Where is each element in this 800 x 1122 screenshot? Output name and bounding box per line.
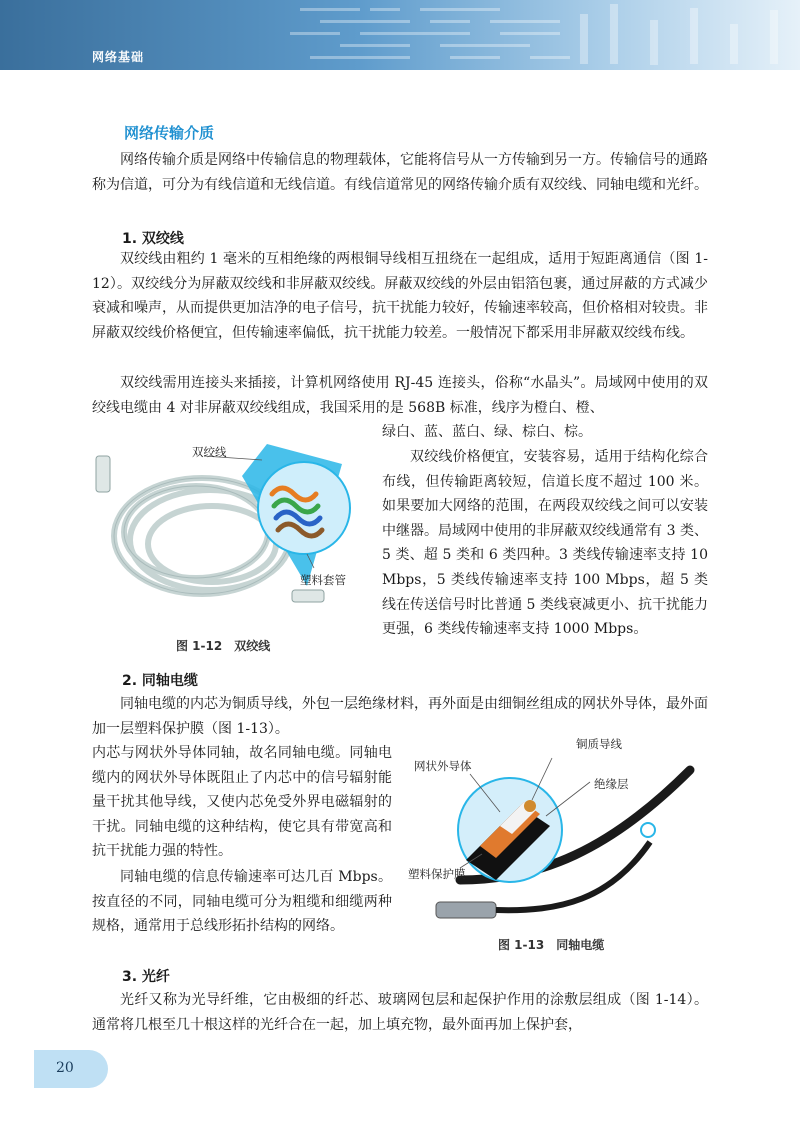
coax-paragraph-1-rest: 内芯与网状外导体同轴，故名同轴电缆。同轴电缆内的网状外导体既阻止了内芯中的信号辐射能量干扰其他导线，又使内芯免受外界电磁辐射的干扰。同轴电缆的这种结构，使它具有带宽高和抗干扰能力强的特性。 <box>92 745 392 860</box>
twisted-pair-paragraph-1: 双绞线由粗约 1 毫米的互相绝缘的两根铜导线相互扭绕在一起组成，适用于短距离通信（图 1-12）。双绞线分为屏蔽双绞线和非屏蔽双绞线。屏蔽双绞线的外层由铝箔包裹，通过屏蔽的方式减少衰减和噪声，从而提供更加洁净的电子信号，抗干扰能力较好，传输速率较高，但价格相对较贵。非屏蔽双绞线价格便宜，但传输速率偏低，抗干扰能力较差。一般情况下都采用非屏蔽双绞线布线。 <box>92 251 708 341</box>
twisted-pair-heading: 1. 双绞线 <box>122 231 184 247</box>
label-plastic-jacket: 塑料保护膜 <box>408 867 466 881</box>
rj45-connector-top <box>96 456 110 492</box>
section-title: 网络传输介质 <box>124 124 215 142</box>
page-number: 20 <box>56 1060 74 1076</box>
fiber-paragraph-1: 光纤又称为光导纤维，它由极细的纤芯、玻璃网包层和起保护作用的涂敷层组成（图 1-14）。通常将几根至几十根这样的光纤合在一起，加上填充物，最外面再加上保护套， <box>92 992 708 1033</box>
page-header-banner <box>0 0 800 70</box>
coax-paragraph-2: 同轴电缆的信息传输速率可达几百 Mbps。按直径的不同，同轴电缆可分为粗缆和细缆两种规格，通常用于总线形拓扑结构的网络。 <box>92 869 392 935</box>
bnc-connector <box>436 902 496 918</box>
label-insulation: 绝缘层 <box>594 777 629 791</box>
label-mesh-conductor: 网状外导体 <box>414 759 472 773</box>
label-copper-core: 铜质导线 <box>576 737 622 751</box>
cable-cross-section <box>258 462 350 554</box>
coax-paragraph-1: 同轴电缆的内芯为铜质导线，外包一层绝缘材料，再外面是由细铜丝组成的网状外导体，最外面加一层塑料保护膜（图 1-13）。 <box>92 696 708 737</box>
label-plastic-sheath: 塑料套管 <box>300 573 346 587</box>
figure-1-13-caption: 图 1-13 同轴电缆 <box>498 938 605 952</box>
twisted-pair-figure <box>92 436 372 616</box>
figure-1-12-caption: 图 1-12 双绞线 <box>176 639 271 653</box>
intro-paragraph: 网络传输介质是网络中传输信息的物理载体，它能将信号从一方传输到另一方。传输信号的通路称为信道，可分为有线信道和无线信道。有线信道常见的网络传输介质有双绞线、同轴电缆和光纤。 <box>92 152 708 193</box>
header-code-pattern <box>280 0 800 70</box>
twisted-pair-paragraph-3: 双绞线价格便宜，安装容易，适用于结构化综合布线，但传输距离较短，信道长度不超过 100 米。如果要加大网络的范围，在两段双绞线之间可以安装中继器。局域网中使用的非屏蔽双绞线通常有 3 类、5 类、超 5 类和 6 类四种。3 类线传输速率支持 10 Mbps，5 类线传输速率支持 100 Mbps，超 5 类线在传送信号时比普通 5 类线衰减更小、抗干扰能力更强，6 类线传输速率支持 1000 Mbps。 <box>382 449 708 638</box>
rj45-connector-bottom <box>292 590 324 602</box>
coax-figure <box>400 730 710 930</box>
twisted-pair-paragraph-2: 双绞线需用连接头来插接，计算机网络使用 RJ-45 连接头，俗称“水晶头”。局域网中使用的双绞线电缆由 4 对非屏蔽双绞线组成，我国采用的是 568B 标准，线序为橙白、橙、 <box>92 375 708 416</box>
fiber-heading: 3. 光纤 <box>122 969 170 985</box>
label-twisted-pair: 双绞线 <box>192 445 227 459</box>
twisted-pair-paragraph-2-tail: 绿白、蓝、蓝白、绿、棕白、棕。 <box>382 424 592 440</box>
header-title: 网络基础 <box>92 50 145 64</box>
coax-heading: 2. 同轴电缆 <box>122 673 198 689</box>
